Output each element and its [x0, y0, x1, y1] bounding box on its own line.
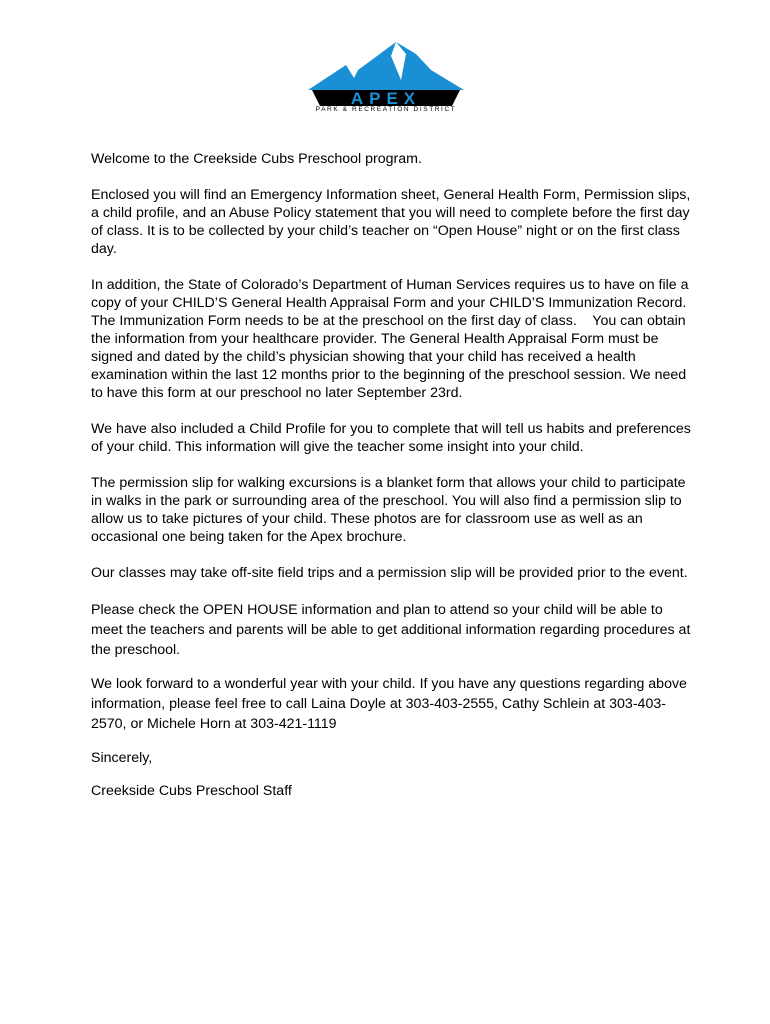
letter-body [91, 150, 691, 800]
paragraph-open-house: Please check the OPEN HOUSE information and plan to attend so your child will be able to meet the teachers and parents will be able to get additional information regarding procedures at the preschool. [91, 602, 691, 658]
logo-subtitle: PARK & RECREATION DISTRICT [315, 106, 457, 113]
paragraph-forms: Enclosed you will find an Emergency Information sheet, General Health Form, Permission slips, a child profile, and an Abuse Policy statement that you will need to complete before the first day of class. It is to be collected by your child’s teacher on “Open House” night or on the first class day. [91, 187, 691, 257]
paragraph-health-requirements: In addition, the State of Colorado’s Department of Human Services requires us to have on file a copy of your CHILD’S General Health Appraisal Form and your CHILD’S Immunization Record. The Immunization Form needs to be at the preschool on the first day of class. You can obtain the information from your healthcare provider. The General Health Appraisal Form must be signed and dated by the child’s physician showing that your child has received a health examination within the last 12 months prior to the beginning of the preschool session. We need to have this form at our preschool no later September 23rd. [91, 277, 693, 401]
paragraph-field-trips: Our classes may take off-site field trips and a permission slip will be provided prior to the event. [91, 565, 688, 581]
closing: Sincerely, [91, 750, 153, 766]
paragraph-child-profile: We have also included a Child Profile for you to complete that will tell us habits and preferences of your child. This information will give the teacher some insight into your child. [91, 421, 691, 455]
signature: Creekside Cubs Preschool Staff [91, 783, 292, 799]
logo-wordmark: APEX [350, 89, 422, 108]
apex-logo [306, 40, 466, 120]
paragraph-contacts: We look forward to a wonderful year with your child. If you have any questions regarding above information, please feel free to call Laina Doyle at 303-403-2555, Cathy Schlein at 303-403-2570, or Michele Horn at 303-421-1119 [91, 676, 687, 732]
paragraph-permission-slips: The permission slip for walking excursions is a blanket form that allows your child to participate in walks in the park or surrounding area of the preschool. You will also find a permission slip to allow us to take pictures of your child. These photos are for classroom use as well as an occasional one being taken for the Apex brochure. [91, 475, 686, 545]
greeting: Welcome to the Creekside Cubs Preschool program. [91, 151, 422, 167]
mountain-logo-icon [306, 40, 466, 108]
